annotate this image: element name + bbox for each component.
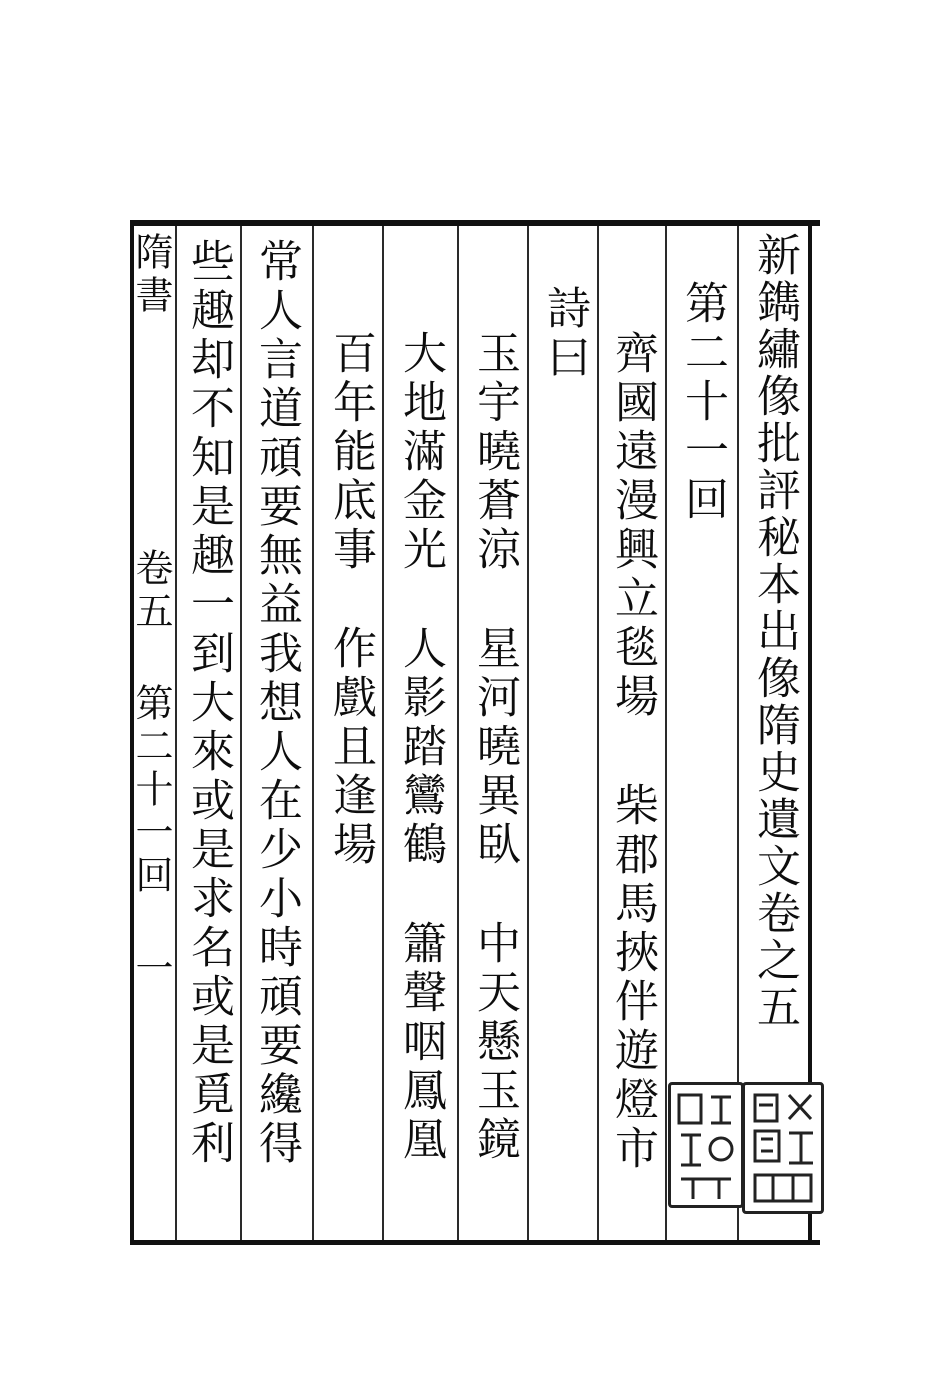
- poem-line-1: [469, 330, 520, 1165]
- column-divider: [312, 226, 314, 1240]
- column-divider: [457, 226, 459, 1240]
- poem-line-3: [325, 330, 376, 870]
- book-title-line: 新鐫繡像批評秘本出像隋史遺文卷之五: [749, 232, 800, 1031]
- poem-phrase: 人影踏鸞鶴: [395, 625, 446, 870]
- collector-seal-left: [668, 1082, 744, 1208]
- poem-phrase: 星河曉異臥: [469, 625, 520, 870]
- prose-column-2: 些趣却不知是趣一到大來或是求名或是覓利: [183, 238, 234, 1169]
- couplet-first-line: 齊國遠漫興立毯場: [607, 330, 658, 722]
- column-divider: [175, 226, 177, 1240]
- column-divider: [597, 226, 599, 1240]
- couplet-second-line: 柴郡馬挾伴遊燈市: [607, 782, 658, 1174]
- prose-column-1: 常人言道頑要無益我想人在少小時頑要纔得: [251, 238, 302, 1169]
- margin-title: 隋書: [129, 232, 173, 318]
- margin-mark: 一: [129, 948, 173, 991]
- poem-phrase: 玉宇曉蒼涼: [469, 330, 520, 575]
- seal-glyphs: [671, 1085, 741, 1205]
- margin-chapter: 卷五 第二十一回: [129, 548, 173, 898]
- collector-seal-right: [742, 1082, 824, 1214]
- poem-phrase: 百年能底事: [325, 330, 376, 575]
- margin-column: [129, 232, 173, 991]
- top-border-rule: [130, 220, 820, 226]
- poem-line-2: [395, 330, 446, 1165]
- column-divider: [527, 226, 529, 1240]
- column-divider: [665, 226, 667, 1240]
- seal-glyphs: [745, 1085, 821, 1211]
- poem-phrase: 大地滿金光: [395, 330, 446, 575]
- poem-phrase: 中天懸玉鏡: [469, 920, 520, 1165]
- poem-label: 詩曰: [539, 285, 590, 383]
- column-divider: [382, 226, 384, 1240]
- column-divider: [240, 226, 242, 1240]
- chapter-heading: 第二十一回: [677, 280, 728, 525]
- poem-phrase: 簫聲咽鳳凰: [395, 920, 446, 1165]
- poem-phrase: 作戲且逢場: [325, 625, 376, 870]
- chapter-couplet: [607, 330, 658, 1174]
- bottom-border-rule: [130, 1240, 820, 1245]
